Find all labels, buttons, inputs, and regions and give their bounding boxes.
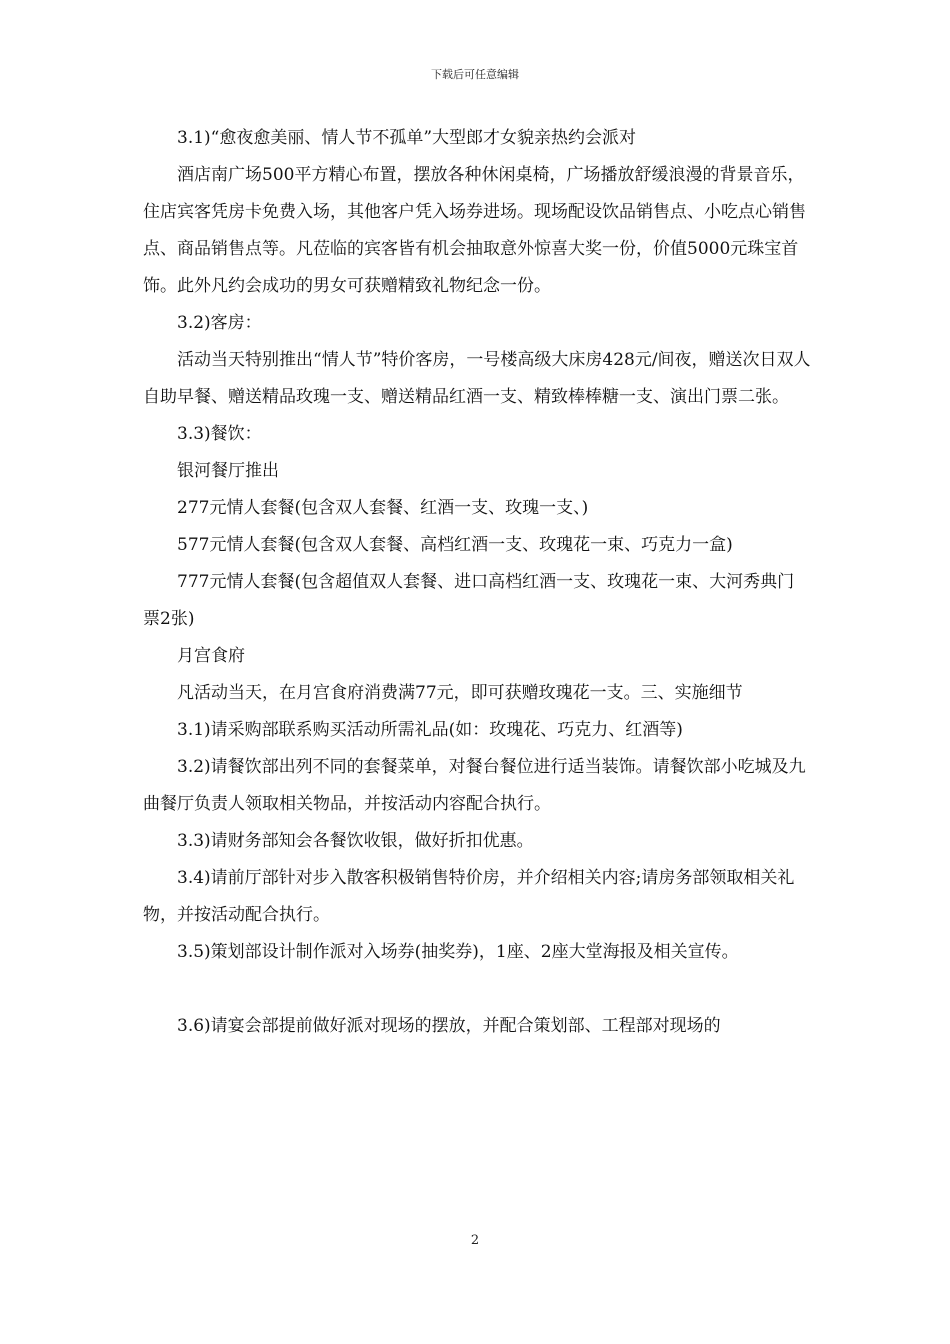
paragraph-rooms-heading: 3.2)客房： (177, 313, 262, 333)
paragraph-set-meal-777: 777元情人套餐(包含超值双人套餐、进口高档红酒一支、玫瑰花一束、大河秀典门票2张) (143, 572, 795, 629)
paragraph-procurement: 3.1)请采购部联系购买活动所需礼品(如：玫瑰花、巧克力、红酒等) (177, 720, 683, 740)
paragraph-banquet-dept: 3.6)请宴会部提前做好派对现场的摆放，并配合策划部、工程部对现场的 (177, 1016, 721, 1036)
paragraph-set-meal-277: 277元情人套餐(包含双人套餐、红酒一支、玫瑰一支、) (177, 498, 589, 518)
paragraph-front-office: 3.4)请前厅部针对步入散客积极销售特价房，并介绍相关内容;请房务部领取相关礼物，并按活动配合执行。 (143, 868, 795, 925)
paragraph-catering-dept: 3.2)请餐饮部出列不同的套餐菜单，对餐台餐位进行适当装饰。请餐饮部小吃城及九曲餐厅负责人领取相关物品，并按活动内容配合执行。 (143, 757, 806, 814)
document-body (143, 120, 811, 1045)
paragraph-galaxy-restaurant: 银河餐厅推出 (177, 461, 279, 481)
paragraph-dining-heading: 3.3)餐饮： (177, 424, 262, 444)
paragraph-party-details: 酒店南广场500平方精心布置，摆放各种休闲桌椅，广场播放舒缓浪漫的背景音乐，住店宾客凭房卡免费入场，其他客户凭入场券进场。现场配设饮品销售点、小吃点心销售点、商品销售点等。凡莅临的宾客皆有机会抽取意外惊喜大奖一份，价值5000元珠宝首饰。此外凡约会成功的男女可获赠精致礼物纪念一份。 (143, 165, 806, 296)
paragraph-set-meal-577: 577元情人套餐(包含双人套餐、高档红酒一支、玫瑰花一束、巧克力一盒) (177, 535, 733, 555)
paragraph-planning-dept: 3.5)策划部设计制作派对入场券(抽奖券)，1座、2座大堂海报及相关宣传。 (177, 942, 739, 962)
paragraph-finance-dept: 3.3)请财务部知会各餐饮收银，做好折扣优惠。 (177, 831, 534, 851)
page-number: 2 (470, 1233, 480, 1248)
page-header: 下载后可任意编辑 (431, 68, 519, 81)
paragraph-moon-palace: 月宫食府 (177, 646, 245, 666)
paragraph-rooms-details: 活动当天特别推出“情人节”特价客房，一号楼高级大床房428元/间夜，赠送次日双人自助早餐、赠送精品玫瑰一支、赠送精品红酒一支、精致棒棒糖一支、演出门票二张。 (143, 350, 811, 407)
paragraph-party-title: 3.1)“愈夜愈美丽、情人节不孤单”大型郎才女貌亲热约会派对 (177, 128, 637, 148)
paragraph-moon-palace-offer: 凡活动当天，在月宫食府消费满77元，即可获赠玫瑰花一支。三、实施细节 (177, 683, 743, 703)
